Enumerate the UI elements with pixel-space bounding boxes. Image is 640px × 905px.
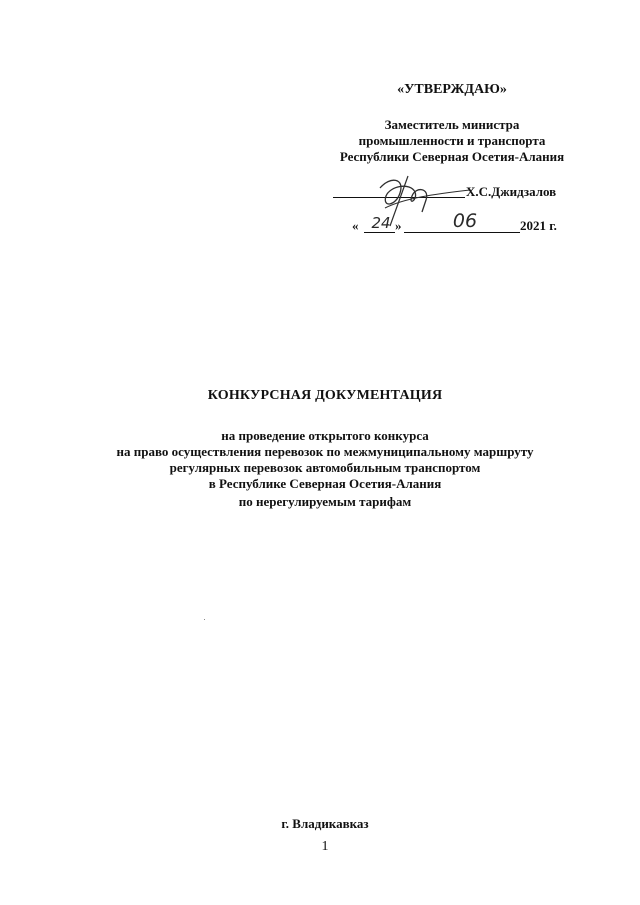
subtitle-line-2: на право осуществления перевозок по межмуниципальному маршруту xyxy=(116,444,534,459)
subtitle-line-3: регулярных перевозок автомобильным транспортом xyxy=(169,460,481,475)
date-month-line xyxy=(404,232,520,233)
subtitle-line-4: в Республике Северная Осетия-Алания xyxy=(208,476,442,491)
date-month: 06 xyxy=(452,210,478,232)
signer-name: Х.С.Джидзалов xyxy=(466,184,557,199)
scan-speck xyxy=(204,619,205,620)
approver-position-line-3: Республики Северная Осетия-Алания xyxy=(339,149,565,164)
approval-heading: «УТВЕРЖДАЮ» xyxy=(397,82,507,97)
date-day: 24 xyxy=(371,214,391,232)
date-day-line xyxy=(364,232,395,233)
approver-position-line-2: промышленности и транспорта xyxy=(358,133,546,148)
subtitle-line-5: по нерегулируемым тарифам xyxy=(238,494,412,509)
date-year: 2021 г. xyxy=(520,218,557,233)
subtitle-line-1: на проведение открытого конкурса xyxy=(221,428,429,443)
date-open-quote: « xyxy=(352,218,359,233)
approver-position-line-1: Заместитель министра xyxy=(384,117,520,132)
page-number: 1 xyxy=(321,839,329,854)
city-name: г. Владикавказ xyxy=(281,816,369,831)
document-title: КОНКУРСНАЯ ДОКУМЕНТАЦИЯ xyxy=(207,388,443,403)
date-close-quote: » xyxy=(395,218,402,233)
